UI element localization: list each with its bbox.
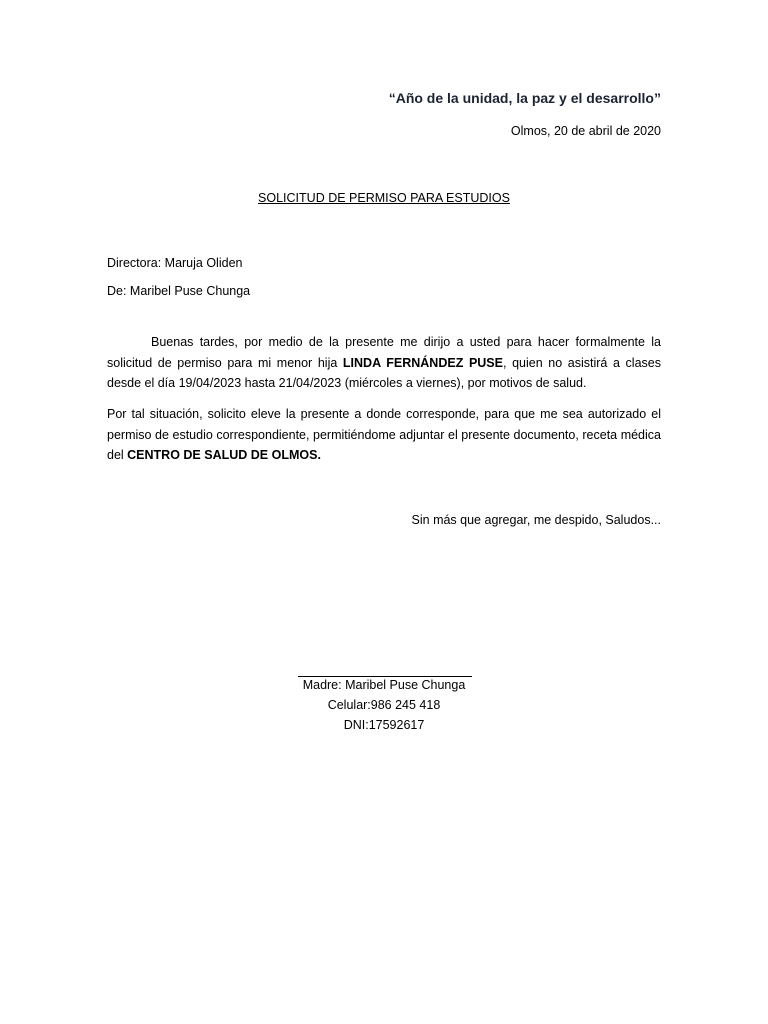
p1-text-start: Buenas tardes, por medio de la presente me dirijo a usted para hacer formalmente la solicitud de permiso para mi menor hija	[107, 335, 661, 370]
body-paragraph-1	[107, 332, 661, 394]
addressee-to: Directora: Maruja Oliden	[107, 256, 243, 270]
p1-text-end: , quien no asistirá a clases desde el día 19/04/2023 hasta 21/04/2023 (miércoles a viernes), por motivos de salud.	[107, 355, 661, 390]
health-center-name: CENTRO DE SALUD DE OLMOS.	[127, 448, 321, 462]
signer-phone: Celular:986 245 418	[327, 698, 441, 712]
closing-line: Sin más que agregar, me despido, Saludos...	[411, 513, 661, 527]
signer-dni: DNI:17592617	[343, 718, 425, 732]
student-name: LINDA FERNÁNDEZ PUSE	[342, 355, 503, 370]
signature-line	[298, 676, 472, 677]
letter-date: Olmos, 20 de abril de 2020	[510, 124, 661, 138]
document-title: SOLICITUD DE PERMISO PARA ESTUDIOS	[258, 191, 510, 205]
year-motto: “Año de la unidad, la paz y el desarrollo”	[388, 90, 661, 106]
addressee-from: De: Maribel Puse Chunga	[107, 284, 251, 298]
signer-name: Madre: Maribel Puse Chunga	[302, 678, 466, 692]
p2-text-start: Por tal situación, solicito eleve la presente a donde corresponde, para que me sea autorizado el permiso de estudio correspondiente, permitiéndome adjuntar el presente documento, receta médica del	[107, 407, 661, 462]
body-paragraph-2	[107, 404, 661, 466]
